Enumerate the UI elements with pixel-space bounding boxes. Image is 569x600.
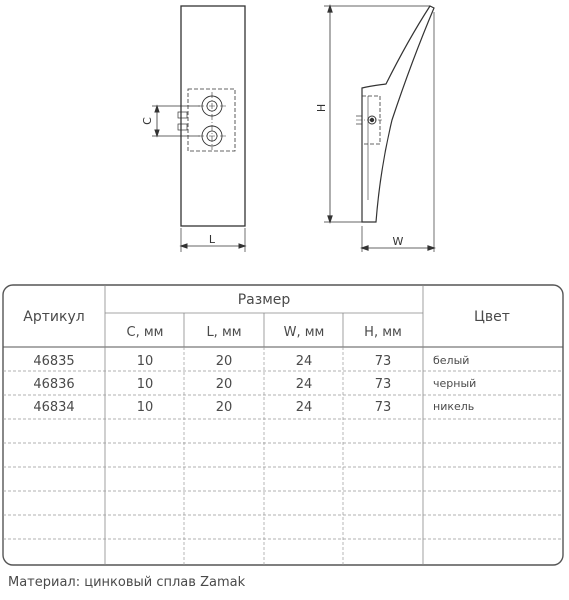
header-article: Артикул: [23, 309, 85, 325]
dim-c-label: C: [141, 117, 154, 125]
cell-l: 20: [215, 400, 233, 415]
cell-c: 10: [136, 354, 154, 369]
header-h: H, мм: [364, 325, 402, 340]
cell-w: 24: [295, 354, 313, 369]
cell-h: 73: [374, 354, 392, 369]
table-row: [33, 354, 469, 369]
table-row: [33, 377, 476, 392]
dim-h-label: H: [315, 103, 328, 113]
header-w: W, мм: [283, 325, 325, 340]
header-l: L, мм: [206, 325, 242, 340]
cell-color: белый: [433, 354, 470, 367]
cell-c: 10: [136, 377, 154, 392]
cell-article: 46836: [33, 377, 75, 392]
header-color: Цвет: [474, 309, 510, 325]
technical-drawing: [0, 0, 569, 270]
cell-l: 20: [215, 354, 233, 369]
cell-h: 73: [374, 377, 392, 392]
cell-c: 10: [136, 400, 154, 415]
header-c: C, мм: [126, 325, 164, 340]
cell-w: 24: [295, 377, 313, 392]
cell-w: 24: [295, 400, 313, 415]
side-view: [324, 6, 434, 252]
material-note: Материал: цинковый сплав Zamak: [8, 575, 246, 590]
table-row: [33, 400, 474, 415]
cell-color: черный: [433, 377, 477, 390]
cell-h: 73: [374, 400, 392, 415]
row-separators: [3, 371, 563, 539]
dim-l-label: L: [208, 233, 216, 246]
cell-color: никель: [433, 400, 475, 413]
cell-l: 20: [215, 377, 233, 392]
front-view: [152, 6, 245, 252]
header-size-group: Размер: [237, 292, 291, 308]
spec-table: [2, 284, 564, 566]
dim-w-label: W: [392, 235, 404, 248]
cell-article: 46835: [33, 354, 75, 369]
cell-article: 46834: [33, 400, 75, 415]
